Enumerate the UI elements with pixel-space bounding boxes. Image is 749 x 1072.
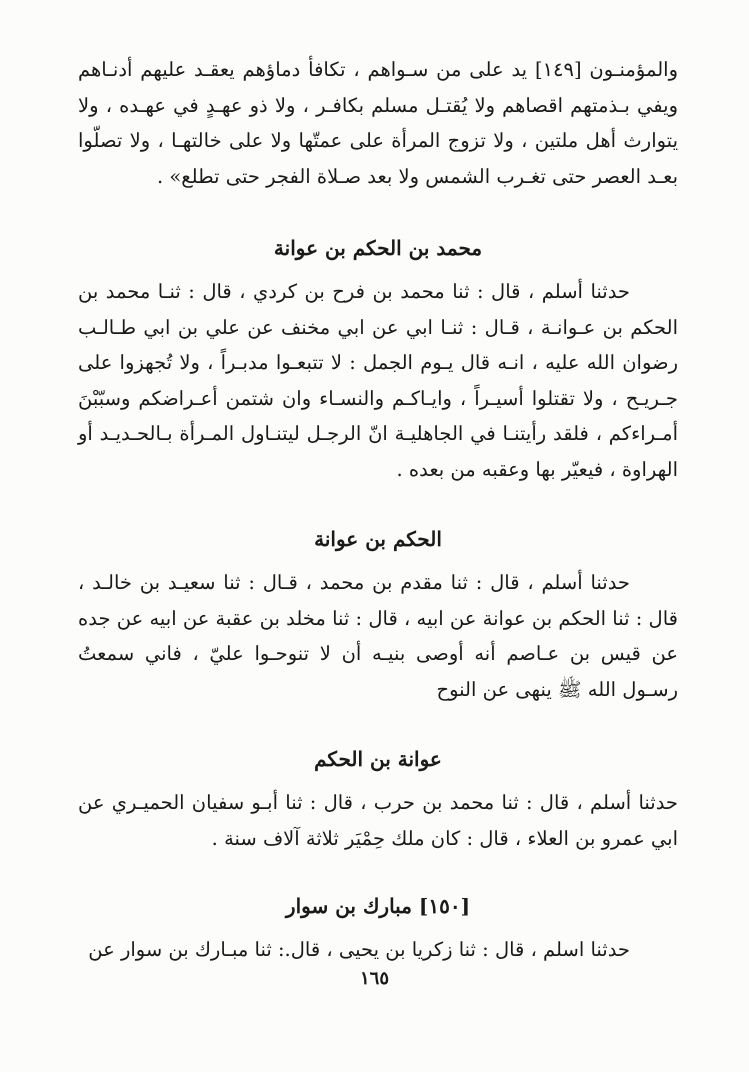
text-line: أمـراءكم ، فلقد رأيتنـا في الجاهليـة انّ الرجـل ليتنـاول المـرأة بـالحـديـد أو (78, 422, 678, 445)
text-line: ويفي بـذمتهم اقصاهم ولا يُقتـل مسلم بكافـر ، ولا ذو عهـدٍ في عهـده ، ولا (78, 93, 678, 117)
section-heading: محمد بن الحكم بن عوانة (273, 236, 483, 260)
text-line: الله ﷺ ينهى عن النوح (436, 677, 617, 701)
section-paragraph (78, 785, 678, 856)
section-heading: الحكم بن عوانة (314, 527, 442, 551)
page-number: ١٦٥ (359, 968, 389, 989)
text-line: الهراوة ، فيعيّر بها وعقبه من بعده . (396, 457, 678, 481)
text-line: عن قيس بن عـاصم أنه أوصى بنيـه أن لا تنوحـوا عليّ ، فاني سمعتُ رسـول (78, 642, 678, 701)
intro-paragraph (78, 52, 678, 194)
section-paragraph (78, 932, 678, 968)
section-paragraph (78, 565, 678, 707)
section-heading: عوانة بن الحكم (314, 747, 442, 771)
section-heading: [١٥٠] مبارك بن سوار (285, 894, 471, 918)
text-line: جـريـح ، ولا تقتلوا أسيـراً ، وايـاكـم والنسـاء وان شتمن أعـراضكم وسبّبْنَ (78, 386, 678, 410)
page-content (78, 52, 678, 968)
text-line: رضوان الله عليه ، انـه قال يـوم الجمل : لا تتبعـوا مدبـراً ، ولا تُجهزوا على (78, 351, 678, 374)
text-line: ابي عمرو بن العلاء ، قال : كان ملك حِمْيَر ثلاثة آلاف سنة . (211, 826, 678, 850)
text-line: حدثنا أسلم ، قال : ثنا محمد بن حرب ، قال : ثنا أبـو سفيان الحميـري عن (78, 791, 678, 814)
section-paragraph (78, 274, 678, 487)
text-line: يتوارث أهل ملتين ، ولا تزوج المرأة على عمتّها ولا على خالتهـا ، ولا تصلّوا (78, 129, 678, 152)
text-line: حدثنا أسلم ، قال : ثنا مقدم بن محمد ، قـال : ثنا سعيـد بن خالـد ، (78, 571, 630, 594)
text-line: بعـد العصر حتى تغـرب الشمس ولا بعد صـلاة الفجر حتى تطلع» . (156, 164, 678, 188)
text-line: حدثنا اسلم ، قال : ثنا زكريا بن يحيى ، قال.: ثنا مبـارك بن سوار عن (88, 938, 630, 961)
text-line: والمؤمنـون [١٤٩] يد على من سـواهم ، تكافأ دماؤهم يعقـد عليهم أدنـاهم (78, 58, 678, 81)
text-line: حدثنا أسلم ، قال : ثنا محمد بن فرح بن كردي ، قال : ثنـا محمد بن (78, 280, 630, 303)
text-line: الحكم بن عـوانـة ، قـال : ثنـا ابي عن ابي مخنف عن علي بن ابي طـالـب (78, 315, 678, 339)
text-line: قال : ثنا الحكم بن عوانة عن ابيه ، قال : ثنا مخلد بن عقبة عن ابيه عن جده (78, 606, 678, 630)
